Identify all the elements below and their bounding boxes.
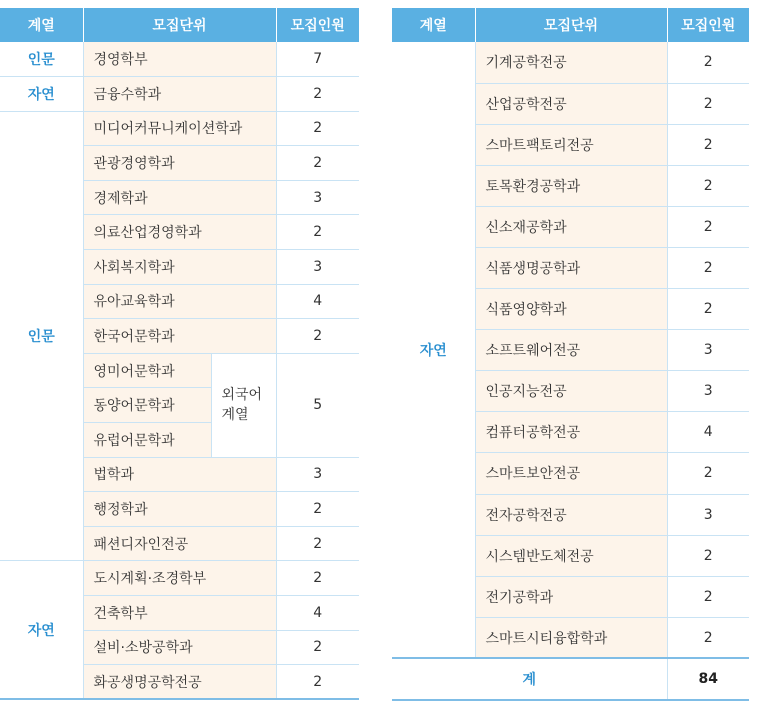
count-cell: 2	[276, 630, 359, 665]
count-cell: 2	[276, 77, 359, 112]
unit-cell: 전자공학전공	[475, 494, 667, 535]
category-cell: 인문	[0, 111, 83, 561]
count-cell: 3	[276, 180, 359, 215]
group-label-line2: 계열	[221, 407, 249, 424]
header-unit: 모집단위	[475, 8, 667, 42]
count-cell: 2	[667, 206, 749, 247]
group-label-line1: 외국어	[221, 387, 263, 404]
unit-cell: 화공생명공학전공	[83, 665, 276, 700]
count-cell: 5	[276, 353, 359, 457]
unit-cell: 유아교육학과	[83, 284, 276, 319]
count-cell: 2	[276, 665, 359, 700]
count-cell: 4	[276, 596, 359, 631]
category-cell: 인문	[0, 42, 83, 77]
unit-cell: 시스템반도체전공	[475, 535, 667, 576]
unit-cell: 영미어문학과	[83, 353, 211, 388]
category-cell: 자연	[0, 77, 83, 112]
header-row	[0, 8, 359, 42]
category-cell: 자연	[0, 561, 83, 699]
count-cell: 2	[667, 42, 749, 83]
header-count: 모집인원	[667, 8, 749, 42]
header-category: 계열	[392, 8, 475, 42]
count-cell: 7	[276, 42, 359, 77]
total-row	[392, 658, 749, 699]
unit-cell: 소프트웨어전공	[475, 330, 667, 371]
unit-cell: 의료산업경영학과	[83, 215, 276, 250]
unit-cell: 인공지능전공	[475, 371, 667, 412]
count-cell: 4	[276, 284, 359, 319]
table-row	[0, 77, 359, 112]
category-cell: 자연	[392, 42, 475, 658]
header-category: 계열	[0, 8, 83, 42]
count-cell: 2	[667, 617, 749, 658]
count-cell: 3	[276, 457, 359, 492]
count-cell: 3	[667, 330, 749, 371]
table-row	[392, 42, 749, 83]
count-cell: 2	[276, 111, 359, 146]
count-cell: 2	[667, 124, 749, 165]
count-cell: 3	[667, 371, 749, 412]
admissions-table-left	[0, 8, 359, 700]
unit-cell: 식품생명공학과	[475, 247, 667, 288]
count-cell: 2	[276, 319, 359, 354]
count-cell: 3	[667, 494, 749, 535]
unit-cell: 도시계획·조경학부	[83, 561, 276, 596]
count-cell: 2	[276, 215, 359, 250]
admissions-table-right	[392, 8, 749, 701]
unit-cell: 건축학부	[83, 596, 276, 631]
unit-cell: 스마트보안전공	[475, 453, 667, 494]
unit-cell: 유럽어문학과	[83, 423, 211, 458]
count-cell: 2	[667, 453, 749, 494]
unit-cell: 기계공학전공	[475, 42, 667, 83]
unit-cell: 설비·소방공학과	[83, 630, 276, 665]
unit-cell: 동양어문학과	[83, 388, 211, 423]
unit-cell: 한국어문학과	[83, 319, 276, 354]
count-cell: 2	[667, 289, 749, 330]
unit-cell: 행정학과	[83, 492, 276, 527]
unit-cell: 신소재공학과	[475, 206, 667, 247]
unit-cell: 산업공학전공	[475, 83, 667, 124]
count-cell: 2	[667, 247, 749, 288]
count-cell: 2	[667, 576, 749, 617]
unit-cell: 법학과	[83, 457, 276, 492]
unit-cell: 전기공학과	[475, 576, 667, 617]
count-cell: 4	[667, 412, 749, 453]
header-row	[392, 8, 749, 42]
table-row	[0, 111, 359, 146]
unit-cell: 경제학과	[83, 180, 276, 215]
count-cell: 2	[276, 561, 359, 596]
count-cell: 2	[667, 535, 749, 576]
unit-cell: 토목환경공학과	[475, 165, 667, 206]
count-cell: 2	[276, 492, 359, 527]
unit-cell: 식품영양학과	[475, 289, 667, 330]
unit-cell: 미디어커뮤니케이션학과	[83, 111, 276, 146]
count-cell: 2	[276, 146, 359, 181]
count-cell: 2	[276, 526, 359, 561]
total-value: 84	[667, 658, 749, 699]
total-label: 계	[392, 658, 667, 699]
unit-cell: 관광경영학과	[83, 146, 276, 181]
table-row	[0, 561, 359, 596]
count-cell: 3	[276, 250, 359, 285]
unit-cell: 패션디자인전공	[83, 526, 276, 561]
header-count: 모집인원	[276, 8, 359, 42]
unit-cell: 경영학부	[83, 42, 276, 77]
unit-cell: 스마트팩토리전공	[475, 124, 667, 165]
unit-cell: 사회복지학과	[83, 250, 276, 285]
count-cell: 2	[667, 165, 749, 206]
header-unit: 모집단위	[83, 8, 276, 42]
unit-cell: 스마트시티융합학과	[475, 617, 667, 658]
unit-cell: 컴퓨터공학전공	[475, 412, 667, 453]
foreign-language-group-cell	[211, 353, 276, 457]
unit-cell: 금융수학과	[83, 77, 276, 112]
table-row	[0, 42, 359, 77]
count-cell: 2	[667, 83, 749, 124]
